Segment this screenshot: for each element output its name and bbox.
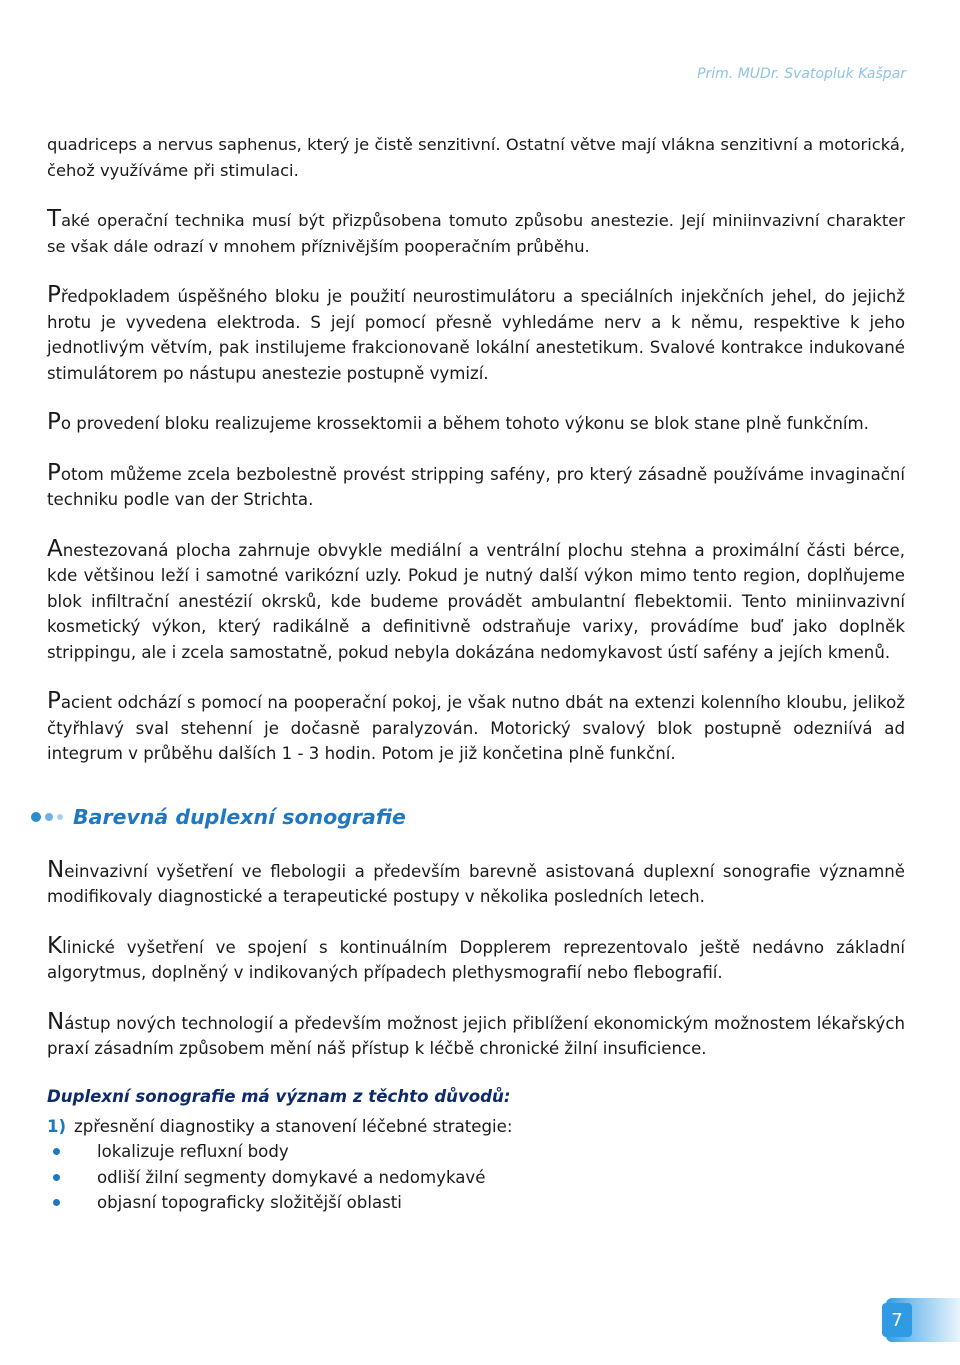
dot-large bbox=[31, 812, 41, 822]
list-item-text: odliší žilní segmenty domykavé a nedomykavé bbox=[97, 1167, 486, 1187]
paragraph-text: o provedení bloku realizujeme krossektomii a během tohoto výkonu se blok stane plně funkčním. bbox=[60, 414, 869, 433]
section-heading bbox=[31, 805, 905, 829]
dot-medium bbox=[45, 813, 53, 821]
list-item-text: lokalizuje refluxní body bbox=[97, 1142, 289, 1161]
paragraph-stripping bbox=[47, 459, 905, 513]
drop-initial: P bbox=[47, 409, 61, 435]
bullet-icon bbox=[53, 1174, 60, 1181]
list-item bbox=[53, 1139, 905, 1165]
paragraph-text: acient odchází s pomocí na pooperační pokoj, je však nutno dbát na extenzi kolenního kloubu, jelikož čtyřhlavý sval stehenní je dočasně paralyzován. Motorický svalový blok postupně odezniívá ad integrum v průběhu dalších 1 - 3 hodin. Potom je již končetina plně funkční. bbox=[47, 693, 905, 763]
paragraph-text: quadriceps a nervus saphenus, který je čistě senzitivní. Ostatní větve mají vlákna senzitivní a motorická, čehož využíváme při stimulaci. bbox=[47, 135, 905, 180]
drop-initial: T bbox=[47, 206, 62, 232]
page-number: 7 bbox=[882, 1303, 912, 1337]
paragraph-text: ástup nových technologií a především možnost jejich přiblížení ekonomickým možnostem lékařských praxí zásadním způsobem mění náš přístup k léčbě chronické žilní insuficience. bbox=[47, 1013, 905, 1058]
drop-initial: P bbox=[47, 282, 61, 308]
list-item-text: objasní topograficky složitější oblasti bbox=[97, 1193, 402, 1212]
paragraph-prerequisite bbox=[47, 284, 905, 386]
paragraph-technologies bbox=[47, 1008, 905, 1062]
paragraph-text: nestezovaná plocha zahrnuje obvykle mediální a ventrální plochu stehna a proximální části bérce, kde většinou leží i samotné varikózní uzly. Pokud je nutný další výkon mimo tento region, doplňujeme blok infiltrační anestézií okrsků, kde budeme provádět ambulantní flebektomii. Tento miniinvazivní kosmetický výkon, který radikálně a definitivně odstraňuje varixy, provádíme buď jako doplněk strippingu, ale i zcela samostatně, pokud nebyla dokázána nedomykavost ústí safény a jejích kmenů. bbox=[47, 540, 905, 662]
drop-initial: P bbox=[47, 459, 61, 486]
paragraph-technique bbox=[47, 208, 905, 259]
list-item bbox=[53, 1165, 905, 1191]
paragraph-patient bbox=[47, 690, 905, 767]
item-number: 1) bbox=[47, 1116, 67, 1136]
paragraph-anesthesia-area bbox=[47, 535, 905, 666]
bullet-icon bbox=[53, 1148, 60, 1155]
paragraph-clinical bbox=[47, 932, 905, 986]
dot-small bbox=[57, 814, 63, 820]
numbered-item bbox=[47, 1114, 905, 1140]
paragraph-text: einvazivní vyšetření ve flebologii a především barevně asistovaná duplexní sonografie významně modifikovaly diagnostické a terapeutické postupy v několika posledních letech. bbox=[47, 861, 905, 906]
drop-initial: A bbox=[47, 535, 63, 562]
paragraph-text: otom můžeme zcela bezbolestně provést stripping safény, pro který zásadně používáme invaginační techniku podle van der Strichta. bbox=[47, 464, 905, 509]
paragraph-continuation bbox=[47, 132, 905, 183]
paragraph-text: aké operační technika musí být přizpůsobena tomuto způsobu anestezie. Její miniinvazivní charakter se však dále odrazí v mnohem příznivějším pooperačním průběhu. bbox=[47, 211, 905, 256]
drop-initial: N bbox=[47, 856, 65, 883]
bullet-list bbox=[47, 1139, 905, 1216]
paragraph-noninvasive bbox=[47, 856, 905, 910]
item-text: zpřesnění diagnostiky a stanovení léčebné strategie: bbox=[74, 1116, 513, 1136]
drop-initial: N bbox=[47, 1008, 65, 1035]
author-header: Prim. MUDr. Svatopluk Kašpar bbox=[697, 66, 906, 82]
drop-initial: P bbox=[47, 688, 61, 714]
paragraph-text: linické vyšetření ve spojení s kontinuálním Dopplerem reprezentovalo ještě nedávno základní algorytmus, doplněný v indikovaných případech plethysmografií nebo flebografií. bbox=[47, 937, 905, 982]
heading-dots-icon bbox=[31, 812, 63, 822]
paragraph-text: ředpokladem úspěšného bloku je použití neurostimulátoru a speciálních injekčních jehel, do jejichž hrotu je vyvedena elektroda. S její pomocí přesně vyhledáme nerv a k němu, respektive k jeho jednotlivým větvím, pak instilujeme frakcionovaně lokální anestetikum. Svalové kontrakce indukované stimulátorem po nástupu anestezie postupně vymizí. bbox=[47, 287, 905, 383]
paragraph-after-block bbox=[47, 411, 905, 437]
subheading-reasons: Duplexní sonografie má význam z těchto důvodů: bbox=[47, 1086, 511, 1106]
bullet-icon bbox=[53, 1199, 60, 1206]
section-title: Barevná duplexní sonografie bbox=[73, 804, 406, 829]
drop-initial: K bbox=[47, 932, 63, 959]
page-content bbox=[47, 132, 905, 1216]
list-item bbox=[53, 1190, 905, 1216]
